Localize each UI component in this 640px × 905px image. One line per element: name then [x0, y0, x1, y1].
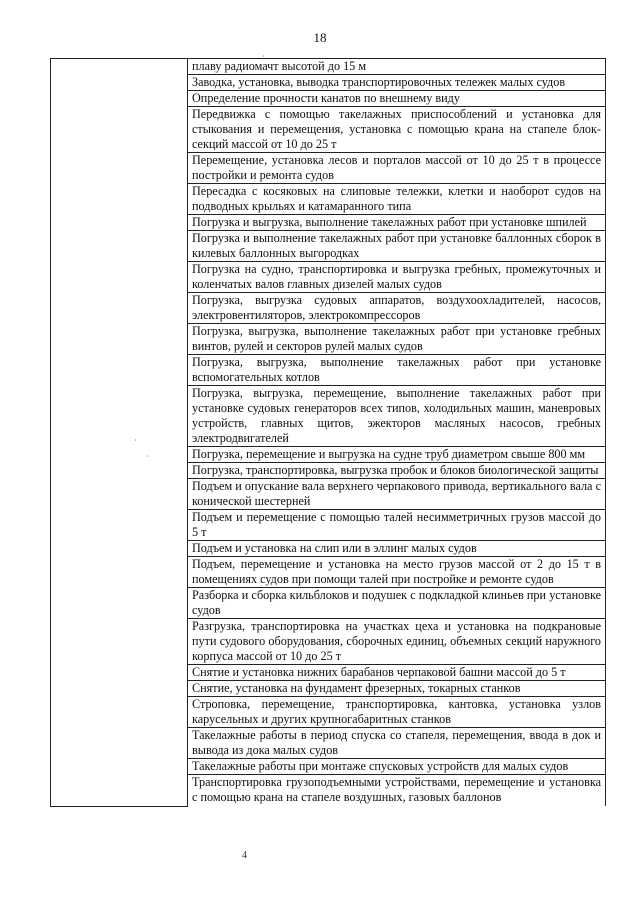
work-description-cell: Погрузка и выполнение такелажных работ при установке баллонных сборок в килевых баллонных выгородках	[188, 231, 606, 262]
work-description-cell: плаву радиомачт высотой до 15 м	[188, 59, 606, 75]
work-description-cell: Заводка, установка, выводка транспортировочных тележек малых судов	[188, 75, 606, 91]
work-table	[50, 58, 606, 807]
work-description-cell: Погрузка и выгрузка, выполнение такелажных работ при установке шпилей	[188, 215, 606, 231]
work-description-cell: Погрузка, перемещение и выгрузка на судне труб диаметром свыше 800 мм	[188, 447, 606, 463]
work-description-cell: Погрузка, транспортировка, выгрузка пробок и блоков биологической защиты	[188, 463, 606, 479]
work-description-cell: Перемещение, установка лесов и порталов массой от 10 до 25 т в процессе постройки и ремонта судов	[188, 153, 606, 184]
work-description-cell: Погрузка, выгрузка судовых аппаратов, воздухоохладителей, насосов, электровентиляторов, электрокомпрессоров	[188, 293, 606, 324]
work-description-cell: Снятие, установка на фундамент фрезерных, токарных станков	[188, 681, 606, 697]
work-description-cell: Погрузка, выгрузка, выполнение такелажных работ при установке вспомогательных котлов	[188, 355, 606, 386]
scan-speck: ·	[134, 436, 137, 445]
work-description-cell: Пересадка с косяковых на слиповые тележки, клетки и наоборот судов на подводных крыльях и катамаранного типа	[188, 184, 606, 215]
work-description-cell: Подъем и опускание вала верхнего черпакового привода, вертикального вала с конической шестерней	[188, 479, 606, 510]
work-description-cell: Определение прочности канатов по внешнему виду	[188, 91, 606, 107]
work-description-cell: Транспортировка грузоподъемными устройствами, перемещение и установка с помощью крана на стапеле воздушных, газовых баллонов	[188, 775, 606, 807]
work-description-cell: Строповка, перемещение, транспортировка, кантовка, установка узлов карусельных и других крупногабаритных станков	[188, 697, 606, 728]
page-number: 18	[313, 30, 327, 45]
work-description-cell: Погрузка, выгрузка, перемещение, выполнение такелажных работ при установке судовых генераторов всех типов, холодильных машин, маневровых устройств, главных щитов, эжекторов масляных насосов, гребных электродвигателей	[188, 386, 606, 447]
work-description-cell: Погрузка на судно, транспортировка и выгрузка гребных, промежуточных и коленчатых валов главных дизелей малых судов	[188, 262, 606, 293]
scan-speck: ·	[262, 52, 265, 61]
work-description-cell: Передвижка с помощью такелажных приспособлений и установка для стыкования и перемещения, установка с помощью крана на стапеле блок-секций массой от 10 до 25 т	[188, 107, 606, 153]
work-description-cell: Такелажные работы в период спуска со стапеля, перемещения, ввода в док и вывода из дока малых судов	[188, 728, 606, 759]
scan-speck: ·	[146, 452, 149, 461]
work-table-body	[51, 59, 606, 807]
left-column-cell	[51, 59, 188, 807]
work-description-cell: Подъем и перемещение с помощью талей несимметричных грузов массой до 5 т	[188, 510, 606, 541]
work-description-cell: Снятие и установка нижних барабанов черпаковой башни массой до 5 т	[188, 665, 606, 681]
table-row	[51, 59, 606, 75]
work-description-cell: Подъем и установка на слип или в эллинг малых судов	[188, 541, 606, 557]
work-description-cell: Разборка и сборка кильблоков и подушек с подкладкой клиньев при установке судов	[188, 588, 606, 619]
work-description-cell: Такелажные работы при монтаже спусковых устройств для малых судов	[188, 759, 606, 775]
footer-mark: 4	[242, 850, 247, 861]
work-description-cell: Погрузка, выгрузка, выполнение такелажных работ при установке гребных винтов, рулей и секторов рулей малых судов	[188, 324, 606, 355]
work-description-cell: Подъем, перемещение и установка на место грузов массой от 2 до 15 т в помещениях судов при помощи талей при постройке и ремонте судов	[188, 557, 606, 588]
work-description-cell: Разгрузка, транспортировка на участках цеха и установка на подкрановые пути судового оборудования, сборочных единиц, объемных секций наружного корпуса массой от 10 до 25 т	[188, 619, 606, 665]
